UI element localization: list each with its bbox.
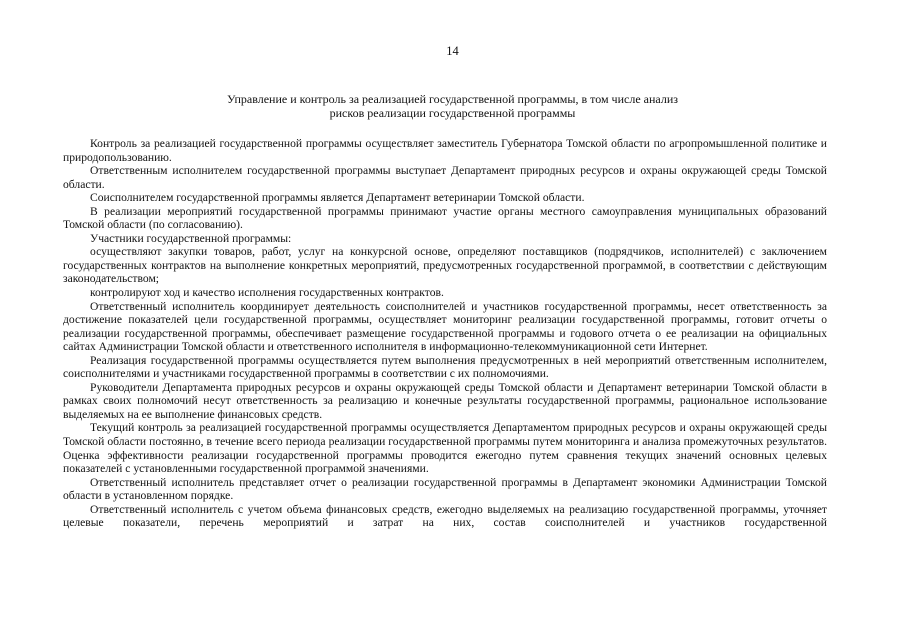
page-number: 14: [446, 44, 459, 58]
paragraph-coordination: Ответственный исполнитель координирует деятельность соисполнителей и участников государственной программы, несет ответственность за достижение показателей цели государственной программы, осуществляет мониторинг реализации государственной программы, готовит отчеты о реализации государственной программы, обеспечивает размещение государственной программы и годового отчета о ее реализации на официальных сайтах Администрации Томской области и ответственного исполнителя в информационно-телекоммуникационной сети Интернет.: [63, 299, 827, 354]
section-heading: [190, 93, 715, 120]
paragraph-financing: Ответственный исполнитель с учетом объема финансовых средств, ежегодно выделяемых на реализацию государственной программы, уточняет целевые показатели, перечень мероприятий и затрат на них, состав соисполнителей и участников государственной: [63, 502, 827, 530]
paragraph-participants-heading: Участники государственной программы:: [90, 231, 292, 245]
paragraph-control: Контроль за реализацией государственной программы осуществляет заместитель Губернатора Томской области по агропромышленной политике и природопользованию.: [63, 137, 827, 164]
section-heading-line-2: рисков реализации государственной программы: [329, 105, 576, 120]
paragraph-responsible-executor: Ответственным исполнителем государственной программы выступает Департамент природных ресурсов и охраны окружающей среды Томской области.: [63, 164, 827, 191]
paragraph-department-heads: Руководители Департамента природных ресурсов и охраны окружающей среды Томской области и Департамент ветеринарии Томской области в рамках своих полномочий несут ответственность за реализацию и конечные результаты государственной программы, рациональное использование выделяемых на ее выполнение финансовых средств.: [63, 380, 827, 421]
paragraph-participants-control: контролируют ход и качество исполнения государственных контрактов.: [90, 286, 444, 300]
paragraph-current-control: Текущий контроль за реализацией государственной программы осуществляется Департаментом природных ресурсов и охраны окружающей среды Томской области постоянно, в течение всего периода реализации государственной программы путем мониторинга и анализа промежуточных результатов. Оценка эффективности реализации государственной программы проводится ежегодно путем сравнения текущих значений основных целевых показателей с установленными государственной программой значениями.: [63, 421, 827, 476]
paragraph-report: Ответственный исполнитель представляет отчет о реализации государственной программы в Департамент экономики Администрации Томской области в установленном порядке.: [63, 475, 827, 503]
section-heading-line-1: Управление и контроль за реализацией государственной программы, в том числе анализ: [227, 92, 678, 106]
paragraph-co-executor: Соисполнителем государственной программы является Департамент ветеринарии Томской области.: [90, 191, 585, 205]
paragraph-local-authorities: В реализации мероприятий государственной программы принимают участие органы местного самоуправления муниципальных образований Томской области (по согласованию).: [63, 204, 827, 232]
paragraph-participants-procurement: осуществляют закупки товаров, работ, услуг на конкурсной основе, определяют поставщиков (подрядчиков, исполнителей) с заключением государственных контрактов на выполнение конкретных мероприятий, предусмотренных государственной программой, в соответствии с действующим законодательством;: [63, 245, 827, 286]
document-body: [63, 137, 827, 530]
paragraph-implementation: Реализация государственной программы осуществляется путем выполнения предусмотренных в ней мероприятий ответственным исполнителем, соисполнителями и участниками государственной программы в соответствии с их полномочиями.: [63, 353, 827, 381]
